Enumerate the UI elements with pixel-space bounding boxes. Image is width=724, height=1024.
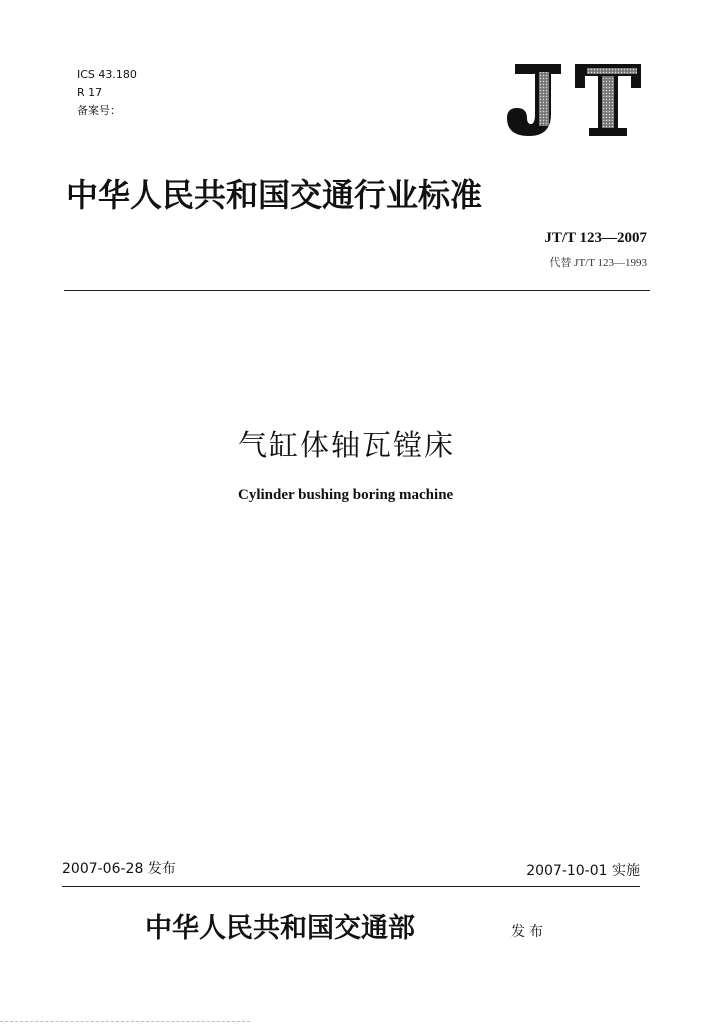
issuing-authority: 中华人民共和国交通部 bbox=[145, 913, 415, 944]
industry-standard-title: 中华人民共和国交通行业标准 bbox=[66, 176, 483, 214]
ics-code: ICS 43.180 bbox=[77, 68, 137, 81]
standard-number: JT/T 123—2007 bbox=[544, 230, 647, 246]
ccs-code: R 17 bbox=[77, 86, 103, 99]
scan-edge-line bbox=[0, 1021, 250, 1022]
replaces-standard: 代替 JT/T 123—1993 bbox=[549, 257, 647, 269]
record-number-label: 备案号： bbox=[77, 104, 121, 117]
issue-label: 发布 bbox=[511, 924, 547, 940]
jt-logo bbox=[503, 62, 643, 138]
classification-block bbox=[77, 66, 137, 120]
document-title-chinese: 气缸体轴瓦镗床 bbox=[238, 428, 456, 462]
issue-date: 2007-06-28 发布 bbox=[62, 861, 176, 877]
document-title-english: Cylinder bushing boring machine bbox=[238, 487, 454, 503]
footer-divider bbox=[62, 886, 640, 887]
header-divider bbox=[64, 290, 650, 291]
implementation-date: 2007-10-01 实施 bbox=[526, 863, 640, 879]
